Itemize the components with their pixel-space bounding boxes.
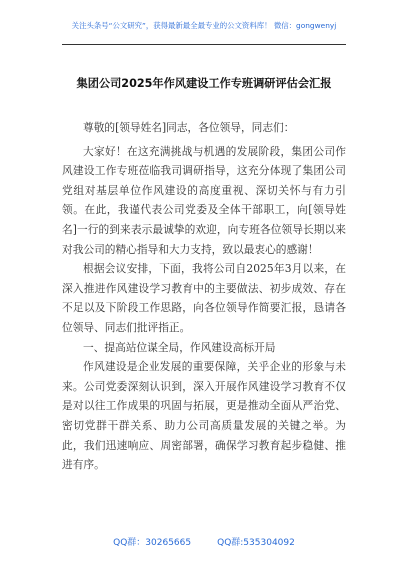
- header-divider: [62, 44, 346, 45]
- salutation: 尊敬的[领导姓名]同志，各位领导，同志们：: [83, 121, 295, 134]
- footer-qq-group-2: QQ群:535304092: [217, 538, 295, 548]
- section-paragraph: 作风建设是企业发展的重要保障，关乎企业的形象与未来。公司党委深刻认识到，深入开展作风建设学习教育不仅是对以往工作成果的巩固与拓展，更是推动全面从严治党、密切党群干群关系、助力公司高质量发展的关键之举。为此，我们迅速响应、周密部署，确保学习教育起步稳健、推进有序。: [62, 360, 346, 472]
- body-paragraph: 根据会议安排，下面，我将公司自2025年3月以来，在深入推进作风建设学习教育中的主要做法、初步成效、存在不足以及下阶段工作思路，向各位领导作简要汇报，恳请各位领导、同志们批评指正。: [62, 262, 346, 334]
- footer-qq-group-1: QQ群：30265665: [113, 538, 192, 548]
- document-body: [62, 118, 346, 475]
- section-heading: 一、提高站位谋全局，作风建设高标开局: [83, 340, 276, 354]
- body-paragraph: 大家好！在这充满挑战与机遇的发展阶段，集团公司作风建设工作专班莅临我司调研指导，这充分体现了集团公司党组对基层单位作风建设的高度重视、深切关怀与有力引领。在此，我谨代表公司党委及全体干部职工，向[领导姓名]一行的到来表示最诚挚的欢迎，向专班各位领导长期以来对我公司的精心指导和大力支持，致以最衷心的感谢！: [62, 144, 346, 256]
- header-promo-note: 关注头条号“公文研究”，获得最新最全最专业的公文资料库！ 微信：gongwenyj: [71, 21, 337, 30]
- document-title: 集团公司2025年作风建设工作专班调研评估会汇报: [76, 77, 332, 90]
- footer-contact: [0, 535, 408, 548]
